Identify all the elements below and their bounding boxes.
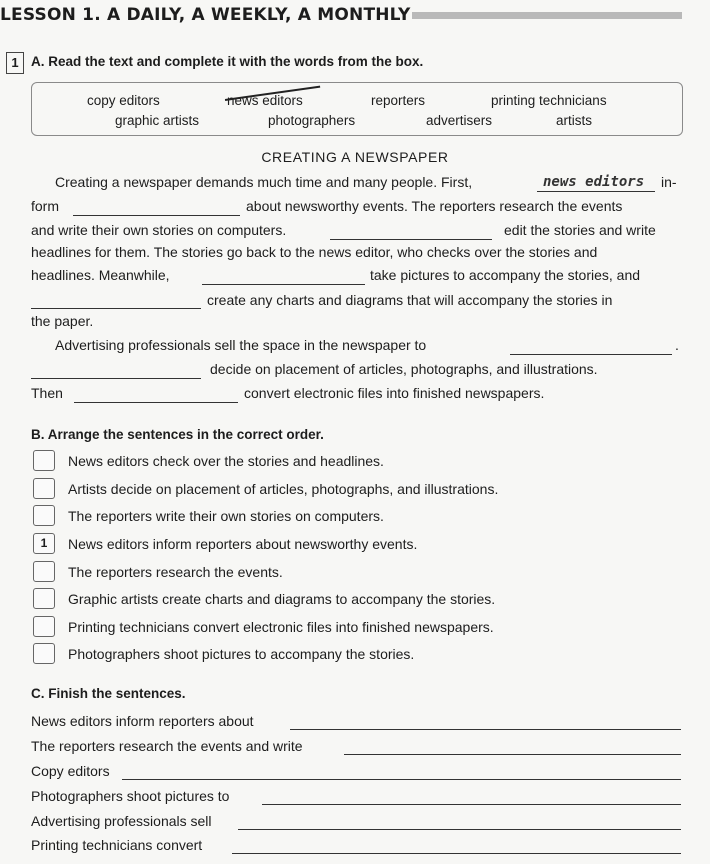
answer-blank-8[interactable] <box>74 388 238 403</box>
text-line: headlines. Meanwhile, <box>31 267 170 283</box>
part-c-instruction: C. Finish the sentences. <box>31 686 186 701</box>
sentence-item: Printing technicians convert electronic files into finished newspapers. <box>68 619 494 635</box>
text-line: and write their own stories on computers. <box>31 222 287 238</box>
sentence-prompt: The reporters research the events and write <box>31 738 303 754</box>
sentence-item: Photographers shoot pictures to accompany the stories. <box>68 646 415 662</box>
text-line: Then <box>31 385 63 401</box>
text-line: about newsworthy events. The reporters research the events <box>246 198 623 214</box>
answer-line[interactable] <box>238 829 681 830</box>
answer-line[interactable] <box>344 754 681 755</box>
order-checkbox[interactable] <box>33 505 55 526</box>
text-line: headlines for them. The stories go back to the news editor, who checks over the stories and <box>31 244 598 260</box>
word-box-item-crossed: news editors <box>227 93 303 108</box>
sentence-prompt: Copy editors <box>31 763 110 779</box>
text-title: CREATING A NEWSPAPER <box>261 149 449 165</box>
word-box-item: graphic artists <box>115 113 200 128</box>
text-line: convert electronic files into finished newspapers. <box>244 385 545 401</box>
sentence-prompt: Printing technicians convert <box>31 837 203 853</box>
title-rule <box>412 12 682 19</box>
part-b-instruction: B. Arrange the sentences in the correct order. <box>31 427 324 442</box>
answer-blank-2[interactable] <box>73 201 240 216</box>
text-line: edit the stories and write <box>504 222 656 238</box>
word-box-item: reporters <box>371 93 426 108</box>
order-checkbox[interactable] <box>33 478 55 499</box>
answer-blank-3[interactable] <box>330 225 492 240</box>
text-line: Creating a newspaper demands much time and many people. First, <box>55 174 473 190</box>
sentence-prompt: News editors inform reporters about <box>31 713 254 729</box>
answer-line[interactable] <box>232 853 681 854</box>
text-line: take pictures to accompany the stories, and <box>370 267 641 283</box>
text-line: in- <box>661 174 677 190</box>
answer-line[interactable] <box>122 779 681 780</box>
sentence-item: The reporters write their own stories on computers. <box>68 508 384 524</box>
word-box <box>31 82 683 136</box>
sentence-item: News editors check over the stories and headlines. <box>68 453 384 469</box>
text-line: Advertising professionals sell the space in the newspaper to <box>55 337 427 353</box>
text-line: create any charts and diagrams that will accompany the stories in <box>207 292 613 308</box>
task-number: 1 <box>6 52 24 74</box>
text-line: . <box>675 337 679 353</box>
handwritten-answer: news editors <box>543 174 645 190</box>
answer-blank-6[interactable] <box>510 340 672 355</box>
answer-line[interactable] <box>290 729 681 730</box>
order-checkbox[interactable] <box>33 561 55 582</box>
word-box-item: printing technicians <box>491 93 607 108</box>
text-line: form <box>31 198 59 214</box>
answer-line[interactable] <box>262 804 681 805</box>
order-checkbox[interactable]: 1 <box>33 533 55 554</box>
answer-blank-5[interactable] <box>31 294 201 309</box>
order-checkbox[interactable] <box>33 588 55 609</box>
sentence-item: Graphic artists create charts and diagrams to accompany the stories. <box>68 591 496 607</box>
lesson-title: LESSON 1. A DAILY, A WEEKLY, A MONTHLY <box>0 5 411 25</box>
sentence-item: The reporters research the events. <box>68 564 283 580</box>
sentence-item: Artists decide on placement of articles, photographs, and illustrations. <box>68 481 499 497</box>
text-line: the paper. <box>31 313 94 329</box>
answer-blank-1[interactable] <box>537 174 655 197</box>
word-box-item: artists <box>556 113 593 128</box>
word-box-item: advertisers <box>426 113 493 128</box>
answer-blank-7[interactable] <box>31 364 201 379</box>
order-checkbox[interactable] <box>33 643 55 664</box>
text-line: decide on placement of articles, photographs, and illustrations. <box>210 361 598 377</box>
order-checkbox[interactable] <box>33 616 55 637</box>
order-checkbox[interactable] <box>33 450 55 471</box>
word-box-item: photographers <box>268 113 356 128</box>
sentence-prompt: Photographers shoot pictures to <box>31 788 230 804</box>
sentence-prompt: Advertising professionals sell <box>31 813 212 829</box>
part-a-instruction: A. Read the text and complete it with the words from the box. <box>31 54 424 69</box>
sentence-item: News editors inform reporters about newsworthy events. <box>68 536 418 552</box>
answer-blank-4[interactable] <box>202 270 365 285</box>
word-box-item: copy editors <box>87 93 160 108</box>
